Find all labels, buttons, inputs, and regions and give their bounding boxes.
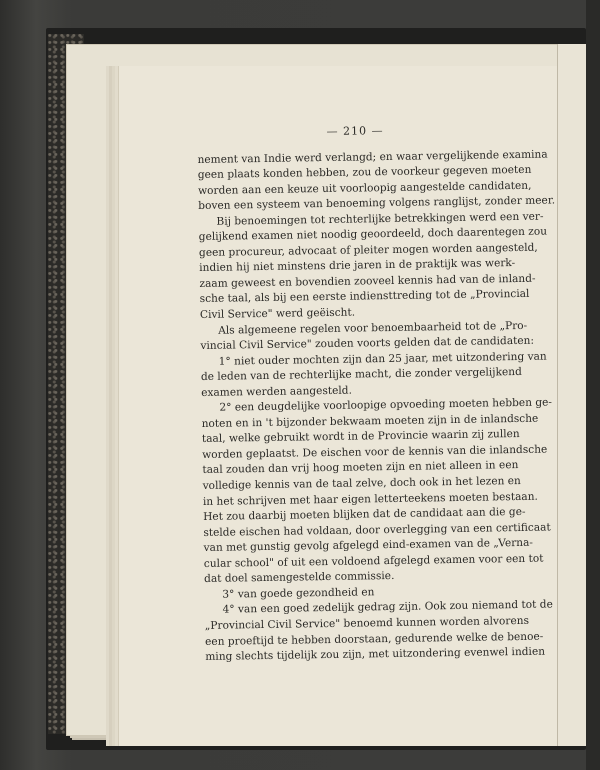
- text-line: Bij benoemingen tot rechterlijke betrekkingen werd een ver-: [216, 210, 544, 228]
- text-line: geen plaats konden hebben, zou de voorkeur gegeven moeten: [197, 163, 532, 182]
- text-line: noten en in 't bijzonder bekwaam moeten zijn in de inlandsche: [201, 412, 539, 430]
- text-line: dat doel samengestelde commissie.: [204, 570, 395, 586]
- text-line: van met gunstig gevolg afgelegd eind-examen van de „Verna-: [203, 536, 534, 555]
- text-line: Als algemeene regelen voor benoembaarheid tot de „Pro-: [218, 319, 528, 337]
- text-line: stelde eischen had voldaan, door overlegging van een certificaat: [203, 521, 551, 539]
- text-line: 1° niet ouder mochten zijn dan 25 jaar, met uitzondering van: [218, 350, 547, 368]
- text-line: een proeftijd te hebben doorstaan, gedurende welke de benoe-: [205, 630, 544, 648]
- scan-edge: [586, 0, 600, 770]
- text-lines: [197, 148, 556, 666]
- text-line: sche taal, als bij een eerste indiensttreding tot de „Provincial: [199, 288, 530, 306]
- text-line: ming slechts tijdelijk zou zijn, met uitzondering evenwel indien: [205, 645, 546, 663]
- text-line: in het schrijven met haar eigen letterteekens moeten bestaan.: [202, 490, 538, 508]
- text-line: worden aan een keuze uit voorloopig aangestelde candidaten,: [197, 179, 532, 197]
- text-line: nement van Indie werd verlangd; en waar vergelijkende examina: [197, 148, 548, 166]
- text-line: Civil Service" werd geëischt.: [199, 306, 356, 321]
- text-line: 4° van een goed zedelijk gedrag zijn. Ook zou niemand tot de: [222, 598, 553, 617]
- text-line: „Provincial Civil Service" benoemd kunnen worden alvorens: [204, 614, 530, 632]
- page-number: — 210 —: [326, 124, 384, 138]
- text-line: zaam geweest en bovendien zooveel kennis had van de inland-: [199, 272, 536, 290]
- text-line: examen werden aangesteld.: [201, 384, 352, 399]
- text-line: boven een systeem van benoeming volgens ranglijst, zonder meer.: [198, 194, 556, 213]
- text-line: geen procureur, advocaat of pleiter mogen worden aangesteld,: [198, 241, 538, 259]
- text-line: vincial Civil Service" zouden voorts gelden dat de candidaten:: [200, 334, 535, 353]
- text-line: de leden van de rechterlijke macht, die zonder vergelijkend: [200, 366, 522, 384]
- page-text: [197, 121, 556, 665]
- text-line: 2° een deugdelijke voorloopige opvoeding moeten hebben ge-: [219, 396, 553, 414]
- text-line: indien hij niet minstens drie jaren in de praktijk was werk-: [199, 257, 516, 275]
- text-line: taal zouden dan vrij hoog moeten zijn en niet alleen in een: [202, 459, 519, 477]
- text-line: worden geplaatst. De eischen voor de kennis van die inlandsche: [202, 443, 548, 461]
- text-line: taal, welke gebruikt wordt in de Provincie waarin zij zullen: [201, 428, 520, 446]
- text-line: gelijkend examen niet noodig geoordeeld, doch daarentegen zou: [198, 225, 548, 244]
- text-line: cular school" of uit een voldoend afgelegd examen voor een tot: [203, 552, 544, 570]
- text-line: volledige kennis van de taal zelve, doch ook in het lezen en: [202, 474, 521, 492]
- text-line: 3° van goede gezondheid en: [222, 586, 375, 601]
- text-line: Het zou daarbij moeten blijken dat de candidaat aan die ge-: [203, 506, 526, 524]
